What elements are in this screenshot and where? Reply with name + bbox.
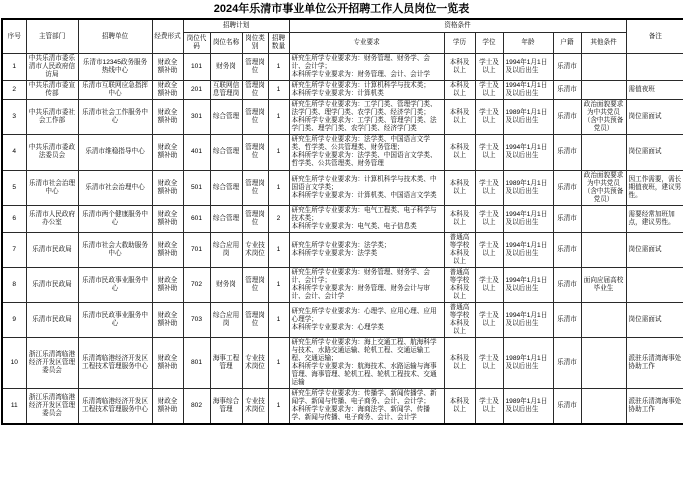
cell-remark: 岗位需面试 bbox=[626, 302, 683, 337]
cell-post-code: 702 bbox=[183, 267, 210, 302]
cell-funding: 财政全额补助 bbox=[152, 170, 183, 205]
cell-major-requirements bbox=[289, 389, 444, 425]
cell-post-category: 管理岗位 bbox=[242, 54, 268, 81]
cell-serial: 11 bbox=[2, 389, 26, 425]
cell-education: 本科及以上 bbox=[444, 338, 475, 389]
cell-dept: 乐清市社会治理中心 bbox=[26, 170, 78, 205]
cell-remark: 需值夜班 bbox=[626, 81, 683, 100]
cell-residence: 乐清市 bbox=[553, 81, 581, 100]
cell-degree: 学士及以上 bbox=[475, 54, 503, 81]
cell-unit: 乐清市民政事业服务中心 bbox=[78, 302, 152, 337]
cell-remark: 派驻乐清湾海事处协助工作 bbox=[626, 389, 683, 425]
cell-recruit-count: 1 bbox=[268, 267, 289, 302]
cell-age: 1994年1月1日及以后出生 bbox=[503, 135, 553, 170]
cell-other-conditions: 政治面貌要求为中共党员（含中共预备党员） bbox=[581, 170, 626, 205]
header-other-conditions: 其他条件 bbox=[581, 33, 626, 54]
cell-unit: 乐清市维稳指导中心 bbox=[78, 135, 152, 170]
major-ug-line: 本科所学专业要求为：电气类、电子信息类 bbox=[291, 222, 417, 230]
cell-post-name: 财务岗 bbox=[210, 54, 242, 81]
cell-other-conditions bbox=[581, 302, 626, 337]
header-recruit-count: 招聘数量 bbox=[268, 33, 289, 54]
cell-residence: 乐清市 bbox=[553, 54, 581, 81]
cell-age: 1989年1月1日及以后出生 bbox=[503, 100, 553, 135]
cell-post-code: 401 bbox=[183, 135, 210, 170]
major-grad-line: 研究生所学专业要求为：法学类； bbox=[291, 241, 391, 249]
cell-recruit-count: 1 bbox=[268, 389, 289, 425]
cell-education: 普通高等学校本科及以上 bbox=[444, 302, 475, 337]
cell-age: 1994年1月1日及以后出生 bbox=[503, 232, 553, 267]
page-title: 2024年乐清市事业单位公开招聘工作人员岗位一览表 bbox=[213, 3, 470, 15]
cell-education: 本科及以上 bbox=[444, 135, 475, 170]
major-ug-line: 本科所学专业要求为：法学类、中国语言文学类、哲学类、公共管理类、财务管理 bbox=[291, 152, 437, 168]
cell-funding: 财政全额补助 bbox=[152, 338, 183, 389]
header-serial: 序号 bbox=[2, 19, 26, 54]
cell-serial: 8 bbox=[2, 267, 26, 302]
cell-post-category: 专业技术岗位 bbox=[242, 232, 268, 267]
cell-education: 本科及以上 bbox=[444, 205, 475, 232]
cell-post-code: 501 bbox=[183, 170, 210, 205]
cell-serial: 4 bbox=[2, 135, 26, 170]
cell-residence: 乐清市 bbox=[553, 170, 581, 205]
major-grad-line: 研究生所学专业要求为：海上交通工程、航海科学与技术、水路交通运输、轮机工程、交通运输工程、交通运输； bbox=[291, 339, 437, 363]
table-row bbox=[2, 81, 683, 100]
cell-major-requirements bbox=[289, 338, 444, 389]
major-ug-line: 本科所学专业要求为：财务管理、财务会计与审计、会计、会计学 bbox=[291, 284, 430, 300]
cell-age: 1994年1月1日及以后出生 bbox=[503, 81, 553, 100]
cell-degree: 学士及以上 bbox=[475, 135, 503, 170]
cell-residence: 乐清市 bbox=[553, 100, 581, 135]
cell-post-category: 管理岗位 bbox=[242, 135, 268, 170]
major-grad-line: 研究生所学专业要求为：计算机科学与技术类； bbox=[291, 82, 430, 90]
header-residence: 户籍 bbox=[553, 33, 581, 54]
cell-serial: 3 bbox=[2, 100, 26, 135]
cell-post-code: 601 bbox=[183, 205, 210, 232]
cell-major-requirements bbox=[289, 135, 444, 170]
cell-post-name: 财务岗 bbox=[210, 267, 242, 302]
cell-other-conditions bbox=[581, 54, 626, 81]
cell-post-name: 综合管理 bbox=[210, 205, 242, 232]
table-row bbox=[2, 267, 683, 302]
cell-degree: 学士及以上 bbox=[475, 100, 503, 135]
header-group-qualifications: 资格条件 bbox=[289, 19, 626, 33]
cell-residence: 乐清市 bbox=[553, 232, 581, 267]
header-post-name: 岗位名称 bbox=[210, 33, 242, 54]
cell-post-name: 海事工程管理 bbox=[210, 338, 242, 389]
cell-dept: 中共乐清市委政法委员会 bbox=[26, 135, 78, 170]
table-body bbox=[2, 54, 683, 425]
cell-recruit-count: 1 bbox=[268, 135, 289, 170]
cell-dept: 中共乐清市委乐清市人民政府信访局 bbox=[26, 54, 78, 81]
cell-recruit-count: 1 bbox=[268, 170, 289, 205]
cell-age: 1989年1月1日及以后出生 bbox=[503, 338, 553, 389]
major-ug-line: 本科所学专业要求为：财务管理、会计、会计学 bbox=[291, 71, 430, 79]
major-grad-line: 研究生所学专业要求为：电气工程类、电子科学与技术类； bbox=[291, 206, 437, 222]
cell-residence: 乐清市 bbox=[553, 267, 581, 302]
cell-serial: 1 bbox=[2, 54, 26, 81]
cell-age: 1989年1月1日及以后出生 bbox=[503, 170, 553, 205]
major-ug-line: 本科所学专业要求为：计算机类、中国语言文学类 bbox=[291, 191, 437, 199]
major-grad-line: 研究生所学专业要求为：财务管理、财务学、会计、会计学； bbox=[291, 268, 430, 284]
header-major-requirements: 专业要求 bbox=[289, 33, 444, 54]
cell-remark: 派驻乐清湾海事处协助工作 bbox=[626, 338, 683, 389]
table-row bbox=[2, 302, 683, 337]
cell-post-category: 管理岗位 bbox=[242, 100, 268, 135]
cell-education: 普通高等学校本科及以上 bbox=[444, 267, 475, 302]
cell-education: 本科及以上 bbox=[444, 81, 475, 100]
cell-other-conditions: 面向应届高校毕业生 bbox=[581, 267, 626, 302]
table-row bbox=[2, 205, 683, 232]
header-age: 年龄 bbox=[503, 33, 553, 54]
cell-major-requirements bbox=[289, 232, 444, 267]
table-row bbox=[2, 170, 683, 205]
cell-residence: 乐清市 bbox=[553, 205, 581, 232]
cell-funding: 财政全额补助 bbox=[152, 81, 183, 100]
cell-post-code: 101 bbox=[183, 54, 210, 81]
header-degree: 学位 bbox=[475, 33, 503, 54]
cell-education: 本科及以上 bbox=[444, 170, 475, 205]
cell-major-requirements bbox=[289, 205, 444, 232]
cell-post-name: 综合管理 bbox=[210, 170, 242, 205]
cell-funding: 财政全额补助 bbox=[152, 302, 183, 337]
header-dept: 主管部门 bbox=[26, 19, 78, 54]
header-unit: 招聘单位 bbox=[78, 19, 152, 54]
cell-dept: 乐清市人民政府办公室 bbox=[26, 205, 78, 232]
table-row bbox=[2, 54, 683, 81]
major-ug-line: 本科所学专业要求为：航海技术、水路运输与海事管理、海事管理、轮机工程、轮机工程技术、交通运输 bbox=[291, 363, 437, 387]
cell-degree: 学士及以上 bbox=[475, 389, 503, 425]
cell-post-name: 海事综合管理 bbox=[210, 389, 242, 425]
cell-remark bbox=[626, 54, 683, 81]
cell-major-requirements bbox=[289, 267, 444, 302]
cell-other-conditions bbox=[581, 205, 626, 232]
cell-other-conditions: 政治面貌要求为中共党员（含中共预备党员） bbox=[581, 100, 626, 135]
cell-residence: 乐清市 bbox=[553, 338, 581, 389]
cell-age: 1994年1月1日及以后出生 bbox=[503, 54, 553, 81]
cell-post-name: 互联网信息管理岗 bbox=[210, 81, 242, 100]
cell-degree: 学士及以上 bbox=[475, 267, 503, 302]
cell-degree: 学士及以上 bbox=[475, 81, 503, 100]
cell-remark: 岗位需面试 bbox=[626, 100, 683, 135]
major-ug-line: 本科所学专业要求为：海商法学、新闻学、传播学、新闻与传播、电子商务、会计、会计学 bbox=[291, 406, 430, 422]
header-row-groups bbox=[2, 19, 683, 33]
table-row bbox=[2, 135, 683, 170]
cell-unit: 乐清市社会大救助服务中心 bbox=[78, 232, 152, 267]
cell-unit: 乐清市12345政务服务热线中心 bbox=[78, 54, 152, 81]
table-row bbox=[2, 389, 683, 425]
cell-dept: 浙江乐清湾临港经济开发区管理委员会 bbox=[26, 389, 78, 425]
cell-funding: 财政全额补助 bbox=[152, 135, 183, 170]
table-row bbox=[2, 100, 683, 135]
cell-recruit-count: 1 bbox=[268, 302, 289, 337]
cell-education: 本科及以上 bbox=[444, 54, 475, 81]
cell-dept: 中共乐清市委宣传部 bbox=[26, 81, 78, 100]
cell-remark: 岗位需面试 bbox=[626, 135, 683, 170]
major-ug-line: 本科所学专业要求为：计算机类 bbox=[291, 90, 384, 98]
cell-funding: 财政全额补助 bbox=[152, 389, 183, 425]
cell-degree: 学士及以上 bbox=[475, 232, 503, 267]
cell-unit: 乐清市互联网应急指挥中心 bbox=[78, 81, 152, 100]
cell-other-conditions bbox=[581, 232, 626, 267]
cell-unit: 乐清市社会治理中心 bbox=[78, 170, 152, 205]
cell-unit: 乐清市民政事业服务中心 bbox=[78, 267, 152, 302]
cell-age: 1994年1月1日及以后出生 bbox=[503, 267, 553, 302]
major-grad-line: 研究生所学专业要求为：计算机科学与技术类、中国语言文学类； bbox=[291, 175, 437, 191]
cell-unit: 乐清湾临港经济开发区工程技术管理服务中心 bbox=[78, 389, 152, 425]
cell-funding: 财政全额补助 bbox=[152, 267, 183, 302]
cell-dept: 乐清市民政局 bbox=[26, 302, 78, 337]
cell-degree: 学士及以上 bbox=[475, 302, 503, 337]
cell-age: 1994年1月1日及以后出生 bbox=[503, 302, 553, 337]
cell-major-requirements bbox=[289, 302, 444, 337]
cell-residence: 乐清市 bbox=[553, 302, 581, 337]
cell-serial: 10 bbox=[2, 338, 26, 389]
table-row bbox=[2, 338, 683, 389]
cell-post-category: 管理岗位 bbox=[242, 81, 268, 100]
cell-dept: 乐清市民政局 bbox=[26, 232, 78, 267]
cell-unit: 乐清市两个健康服务中心 bbox=[78, 205, 152, 232]
cell-post-code: 801 bbox=[183, 338, 210, 389]
cell-dept: 中共乐清市委社会工作部 bbox=[26, 100, 78, 135]
cell-education: 本科及以上 bbox=[444, 100, 475, 135]
cell-other-conditions bbox=[581, 135, 626, 170]
cell-recruit-count: 1 bbox=[268, 81, 289, 100]
header-remark: 备注 bbox=[626, 19, 683, 54]
cell-post-category: 管理岗位 bbox=[242, 205, 268, 232]
cell-post-category: 管理岗位 bbox=[242, 302, 268, 337]
cell-major-requirements bbox=[289, 54, 444, 81]
cell-dept: 浙江乐清湾临港经济开发区管理委员会 bbox=[26, 338, 78, 389]
cell-major-requirements bbox=[289, 81, 444, 100]
cell-recruit-count: 2 bbox=[268, 205, 289, 232]
cell-recruit-count: 1 bbox=[268, 54, 289, 81]
cell-degree: 学士及以上 bbox=[475, 338, 503, 389]
major-grad-line: 研究生所学专业要求为：工学门类、管理学门类、法学门类、理学门类、农学门类、经济学门类； bbox=[291, 101, 437, 117]
cell-post-code: 802 bbox=[183, 389, 210, 425]
cell-recruit-count: 1 bbox=[268, 100, 289, 135]
cell-post-category: 专业技术岗位 bbox=[242, 389, 268, 425]
cell-remark: 需要经常加班加点，建议男性。 bbox=[626, 205, 683, 232]
cell-post-code: 201 bbox=[183, 81, 210, 100]
header-post-code: 岗位代码 bbox=[183, 33, 210, 54]
cell-post-name: 综合管理 bbox=[210, 100, 242, 135]
major-grad-line: 研究生所学专业要求为：心理学、应用心理、应用心理学； bbox=[291, 307, 437, 324]
cell-degree: 学士及以上 bbox=[475, 170, 503, 205]
cell-unit: 乐清市社会工作服务中心 bbox=[78, 100, 152, 135]
cell-age: 1994年1月1日及以后出生 bbox=[503, 205, 553, 232]
table-row bbox=[2, 232, 683, 267]
cell-residence: 乐清市 bbox=[553, 389, 581, 425]
cell-dept: 乐清市民政局 bbox=[26, 267, 78, 302]
cell-post-name: 综合管理 bbox=[210, 135, 242, 170]
cell-post-category: 管理岗位 bbox=[242, 267, 268, 302]
major-ug-line: 本科所学专业要求为：法学类 bbox=[291, 249, 378, 257]
cell-serial: 9 bbox=[2, 302, 26, 337]
cell-post-code: 703 bbox=[183, 302, 210, 337]
cell-education: 本科及以上 bbox=[444, 389, 475, 425]
cell-post-name: 综合应用岗 bbox=[210, 232, 242, 267]
cell-post-code: 701 bbox=[183, 232, 210, 267]
cell-unit: 乐清湾临港经济开发区工程技术管理服务中心 bbox=[78, 338, 152, 389]
cell-post-category: 管理岗位 bbox=[242, 170, 268, 205]
major-grad-line: 研究生所学专业要求为：法学类、中国语言文学类、哲学类、公共管理类、财务管理； bbox=[291, 136, 430, 152]
cell-major-requirements bbox=[289, 170, 444, 205]
cell-remark bbox=[626, 267, 683, 302]
cell-funding: 财政全额补助 bbox=[152, 100, 183, 135]
cell-recruit-count: 1 bbox=[268, 338, 289, 389]
job-table bbox=[1, 18, 683, 425]
major-grad-line: 研究生所学专业要求为：传播学、新闻传播学、新闻学、新闻与传播、电子商务、会计、会计学； bbox=[291, 390, 437, 406]
cell-residence: 乐清市 bbox=[553, 135, 581, 170]
cell-education: 普通高等学校本科及以上 bbox=[444, 232, 475, 267]
table-header bbox=[2, 19, 683, 54]
major-ug-line: 本科所学专业要求为：心理学类 bbox=[291, 324, 384, 332]
cell-serial: 5 bbox=[2, 170, 26, 205]
major-grad-line: 研究生所学专业要求为：财务管理、财务学、会计、会计学； bbox=[291, 55, 430, 71]
cell-degree: 学士及以上 bbox=[475, 205, 503, 232]
cell-other-conditions bbox=[581, 338, 626, 389]
major-ug-line: 本科所学专业要求为：工学门类、管理学门类、法学门类、理学门类、农学门类、经济学门类 bbox=[291, 117, 437, 133]
cell-funding: 财政全额补助 bbox=[152, 54, 183, 81]
cell-funding: 财政全额补助 bbox=[152, 205, 183, 232]
header-funding: 经费形式 bbox=[152, 19, 183, 54]
cell-other-conditions bbox=[581, 81, 626, 100]
cell-serial: 6 bbox=[2, 205, 26, 232]
cell-post-name: 综合应用岗 bbox=[210, 302, 242, 337]
cell-post-code: 301 bbox=[183, 100, 210, 135]
cell-age: 1989年1月1日及以后出生 bbox=[503, 389, 553, 425]
header-post-category: 岗位类别 bbox=[242, 33, 268, 54]
header-education: 学历 bbox=[444, 33, 475, 54]
cell-post-category: 专业技术岗位 bbox=[242, 338, 268, 389]
cell-other-conditions bbox=[581, 389, 626, 425]
cell-recruit-count: 1 bbox=[268, 232, 289, 267]
cell-remark: 岗位需面试 bbox=[626, 232, 683, 267]
cell-funding: 财政全额补助 bbox=[152, 232, 183, 267]
cell-serial: 2 bbox=[2, 81, 26, 100]
cell-major-requirements bbox=[289, 100, 444, 135]
cell-serial: 7 bbox=[2, 232, 26, 267]
header-group-recruit-plan: 招聘计划 bbox=[183, 19, 289, 33]
cell-remark: 因工作需要，需长期值夜班，建议男性。 bbox=[626, 170, 683, 205]
